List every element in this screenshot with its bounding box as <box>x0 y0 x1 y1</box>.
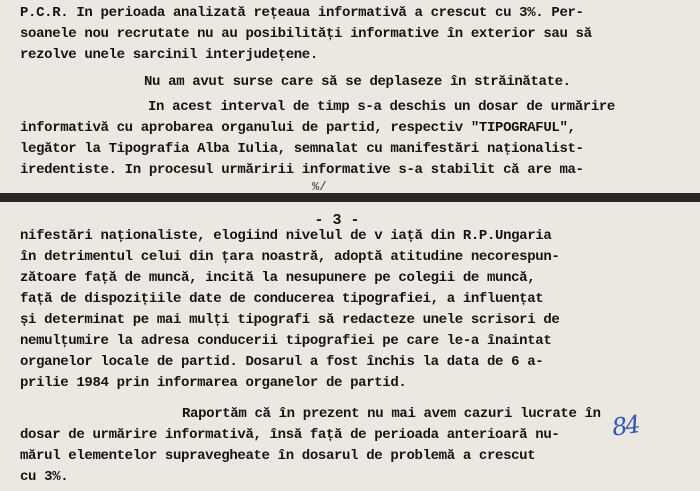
text-line: față de dispozițiile date de conducerea tipografiei, a influențat <box>20 291 544 307</box>
text-line: în detrimentul celui din țara noastră, adoptă atitudine necorespun- <box>20 249 560 265</box>
document-fragment-bottom <box>0 202 700 491</box>
text-line: Nu am avut surse care să se deplaseze în străinătate. <box>144 74 571 90</box>
text-line: informativă cu aprobarea organului de partid, respectiv "TIPOGRAFUL", <box>20 120 576 136</box>
document-fragment-top <box>0 0 700 193</box>
paragraph <box>14 72 686 93</box>
paragraph <box>14 3 686 66</box>
text-line: nemulțumire la adresa conducerii tipografiei pe care le-a înaintat <box>20 333 552 349</box>
text-line: mărul elementelor supravegheate în dosarul de problemă a crescut <box>20 448 536 464</box>
text-line: nifestări naționaliste, elogiind nivelul de v iață din R.P.Ungaria <box>20 228 552 244</box>
text-line: iredentiste. In procesul urmăririi informative s-a stabilit că are ma- <box>20 162 584 178</box>
text-line: organelor locale de partid. Dosarul a fost închis la data de 6 a- <box>20 354 544 370</box>
text-line: P.C.R. In perioada analizată rețeaua informativă a crescut cu 3%. Per- <box>20 5 584 21</box>
text-line: prilie 1984 prin informarea organelor de partid. <box>20 375 407 391</box>
text-line: Raportăm că în prezent nu mai avem cazuri lucrate în <box>182 406 601 422</box>
text-line: cu 3%. <box>20 469 69 485</box>
text-line: soanele nou recrutate nu au posibilități informative în exterior sau să <box>20 26 592 42</box>
text-line: rezolve unele sarcinil interjudețene. <box>20 47 318 63</box>
fragment-mark: %/ <box>312 180 327 193</box>
paragraph <box>14 97 686 181</box>
handwritten-annotation: 84 <box>610 410 641 442</box>
text-line: zătoare față de muncă, incită la nesupunere pe colegii de muncă, <box>20 270 536 286</box>
paragraph <box>14 226 686 394</box>
text-line: legător la Tipografia Alba Iulia, semnalat cu manifestări naționalist- <box>20 141 584 157</box>
text-line: In acest interval de timp s-a deschis un dosar de urmărire <box>148 99 615 115</box>
text-line: dosar de urmărire informativă, însă față de perioada anterioară nu- <box>20 427 560 443</box>
paragraph <box>14 404 686 488</box>
page-number: - 3 - <box>314 212 360 229</box>
text-line: și determinat pe mai mulți tipografi să redacteze unele scrisori de <box>20 312 560 328</box>
